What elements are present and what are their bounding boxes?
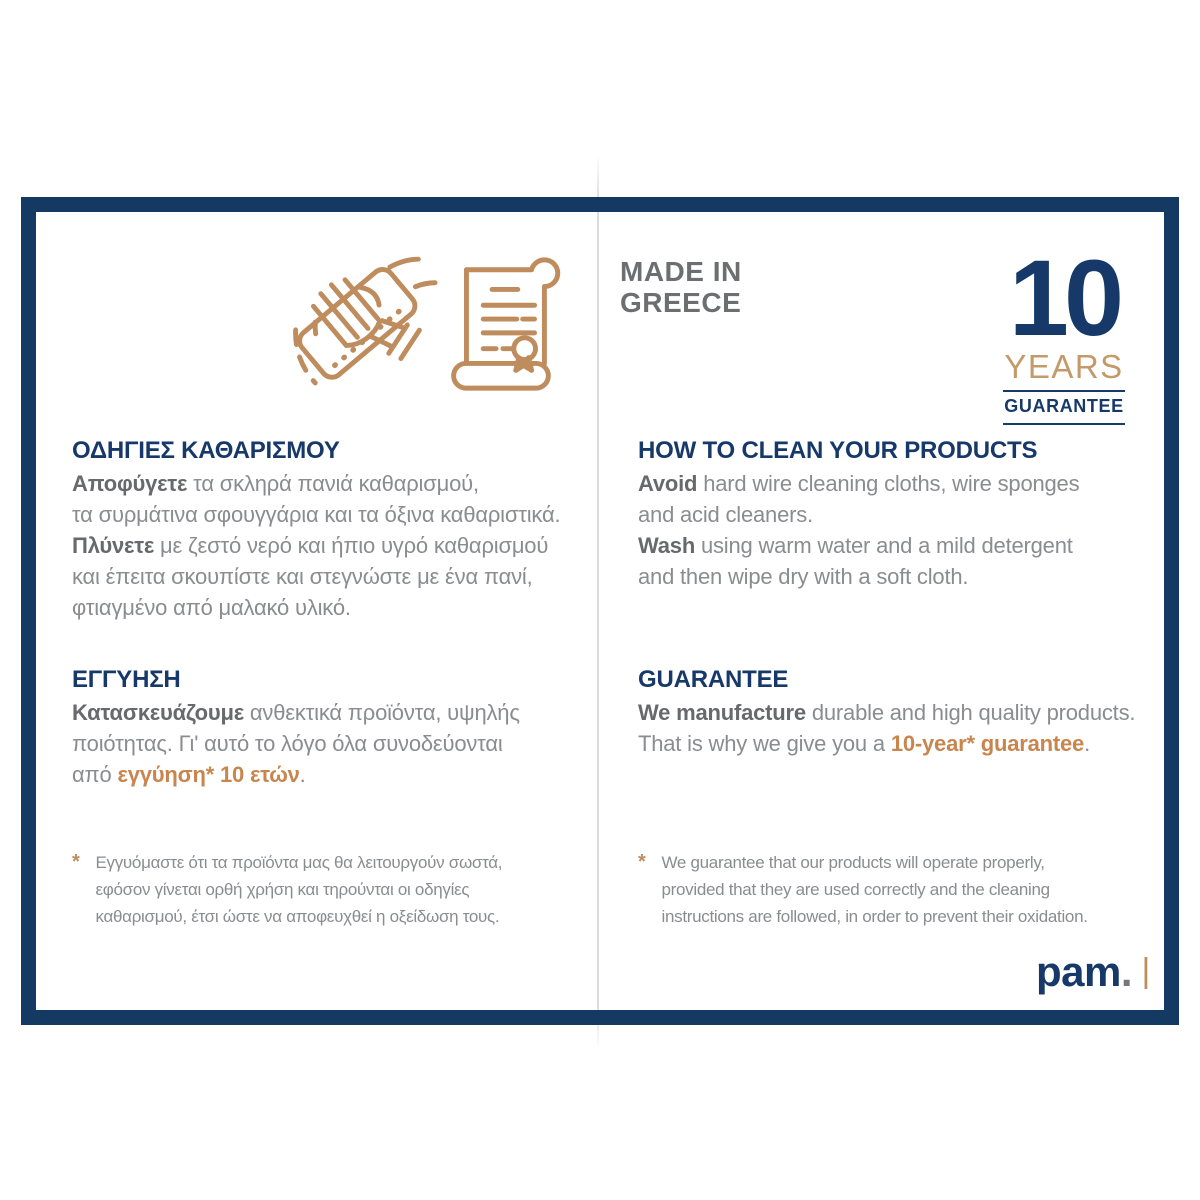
made-in-line2: GREECE (620, 287, 742, 318)
footnote-en (638, 849, 1088, 930)
text-line (638, 561, 1079, 592)
body-text: That is why we give you a (638, 731, 891, 756)
emphasis-text: Avoid (638, 471, 698, 496)
text-line (661, 849, 1087, 876)
emphasis-text: Πλύνετε (72, 533, 155, 558)
body-text: instructions are followed, in order to prevent their oxidation. (661, 907, 1088, 926)
text-line (638, 468, 1079, 499)
body-text: and acid cleaners. (638, 502, 813, 527)
text-line (72, 592, 560, 623)
text-line (72, 530, 560, 561)
text-line (72, 468, 560, 499)
heading-guarantee-en: GUARANTEE (638, 666, 789, 693)
text-line (72, 728, 520, 759)
text-line (72, 561, 560, 592)
emphasis-text: Wash (638, 533, 696, 558)
made-in-greece-label (620, 256, 742, 318)
text-line (95, 849, 502, 876)
body-text: Εγγυόμαστε ότι τα προϊόντα μας θα λειτουργούν σωστά, (95, 853, 503, 872)
text-line (72, 697, 520, 728)
body-text: and then wipe dry with a soft cloth. (638, 564, 969, 589)
paragraph-guarantee-en (638, 697, 1135, 759)
badge-divider-bottom (1003, 423, 1125, 425)
text-line (638, 697, 1135, 728)
text-line (72, 499, 560, 530)
body-text: using warm water and a mild detergent (695, 533, 1073, 558)
badge-years-label: YEARS (1004, 347, 1124, 385)
body-text: hard wire cleaning cloths, wire sponges (697, 471, 1080, 496)
body-text: καθαρισμού, έτσι ώστε να αποφευχθεί η οξείδωση τους. (95, 907, 500, 926)
text-line (95, 903, 502, 930)
made-in-line1: MADE IN (620, 256, 742, 287)
asterisk-mark: * (72, 851, 80, 873)
text-line (661, 876, 1087, 903)
emphasis-text: Κατασκευάζουμε (72, 700, 244, 725)
ten-years-guarantee-badge (1003, 237, 1125, 425)
paragraph-cleaning-el (72, 468, 560, 623)
body-text: ανθεκτικά προϊόντα, υψηλής (243, 700, 520, 725)
pam-logo-cursor-bar: | (1141, 952, 1151, 990)
text-line (661, 903, 1087, 930)
body-text: τα σκληρά πανιά καθαρισμού, (187, 471, 479, 496)
paragraph-guarantee-el (72, 697, 520, 790)
body-text: . (1084, 731, 1091, 756)
paragraph-cleaning-en (638, 468, 1079, 592)
badge-number: 10 (1008, 237, 1120, 358)
footnote-text-en (661, 849, 1087, 930)
body-text: durable and high quality products. (805, 700, 1136, 725)
asterisk-mark: * (638, 851, 646, 873)
emphasis-text: εγγύηση* 10 ετών (117, 762, 300, 787)
emphasis-text: We manufacture (638, 700, 806, 725)
text-line (638, 499, 1079, 530)
heading-guarantee-el: ΕΓΓΥΗΣΗ (72, 666, 181, 693)
text-line (95, 876, 502, 903)
body-text: από (72, 762, 118, 787)
text-line (72, 759, 520, 790)
footnote-text-el (95, 849, 502, 930)
body-text: . (299, 762, 306, 787)
footnote-el (72, 849, 502, 930)
body-text: με ζεστό νερό και ήπιο υγρό καθαρισμού (154, 533, 549, 558)
body-text: και έπειτα σκουπίστε και στεγνώστε με ένα πανί, (72, 564, 533, 589)
emphasis-text: 10-year* guarantee (890, 731, 1085, 756)
body-text: φτιαγμένο από μαλακό υλικό. (72, 595, 351, 620)
pam-logo-dot: . (1120, 948, 1133, 995)
badge-divider-top (1003, 390, 1125, 392)
badge-guarantee-label: GUARANTEE (1004, 395, 1124, 416)
body-text: We guarantee that our products will operate properly, (661, 853, 1045, 872)
heading-cleaning-en: HOW TO CLEAN YOUR PRODUCTS (638, 437, 1038, 464)
text-line (638, 728, 1135, 759)
pam-logo-text: pam (1036, 948, 1121, 995)
heading-cleaning-el: ΟΔΗΓΙΕΣ ΚΑΘΑΡΙΣΜΟΥ (72, 437, 340, 464)
body-text: εφόσον γίνεται ορθή χρήση και τηρούνται οι οδηγίες (95, 880, 470, 899)
pam-logo (1036, 950, 1150, 994)
emphasis-text: Αποφύγετε (72, 471, 188, 496)
text-line (638, 530, 1079, 561)
body-text: ποιότητας. Γι' αυτό το λόγο όλα συνοδεύονται (72, 731, 503, 756)
body-text: provided that they are used correctly and the cleaning (661, 880, 1050, 899)
body-text: τα συρμάτινα σφουγγάρια και τα όξινα καθαριστικά. (72, 502, 561, 527)
hand-wiping-cloth-icon (276, 246, 438, 401)
guarantee-certificate-icon (432, 250, 569, 398)
